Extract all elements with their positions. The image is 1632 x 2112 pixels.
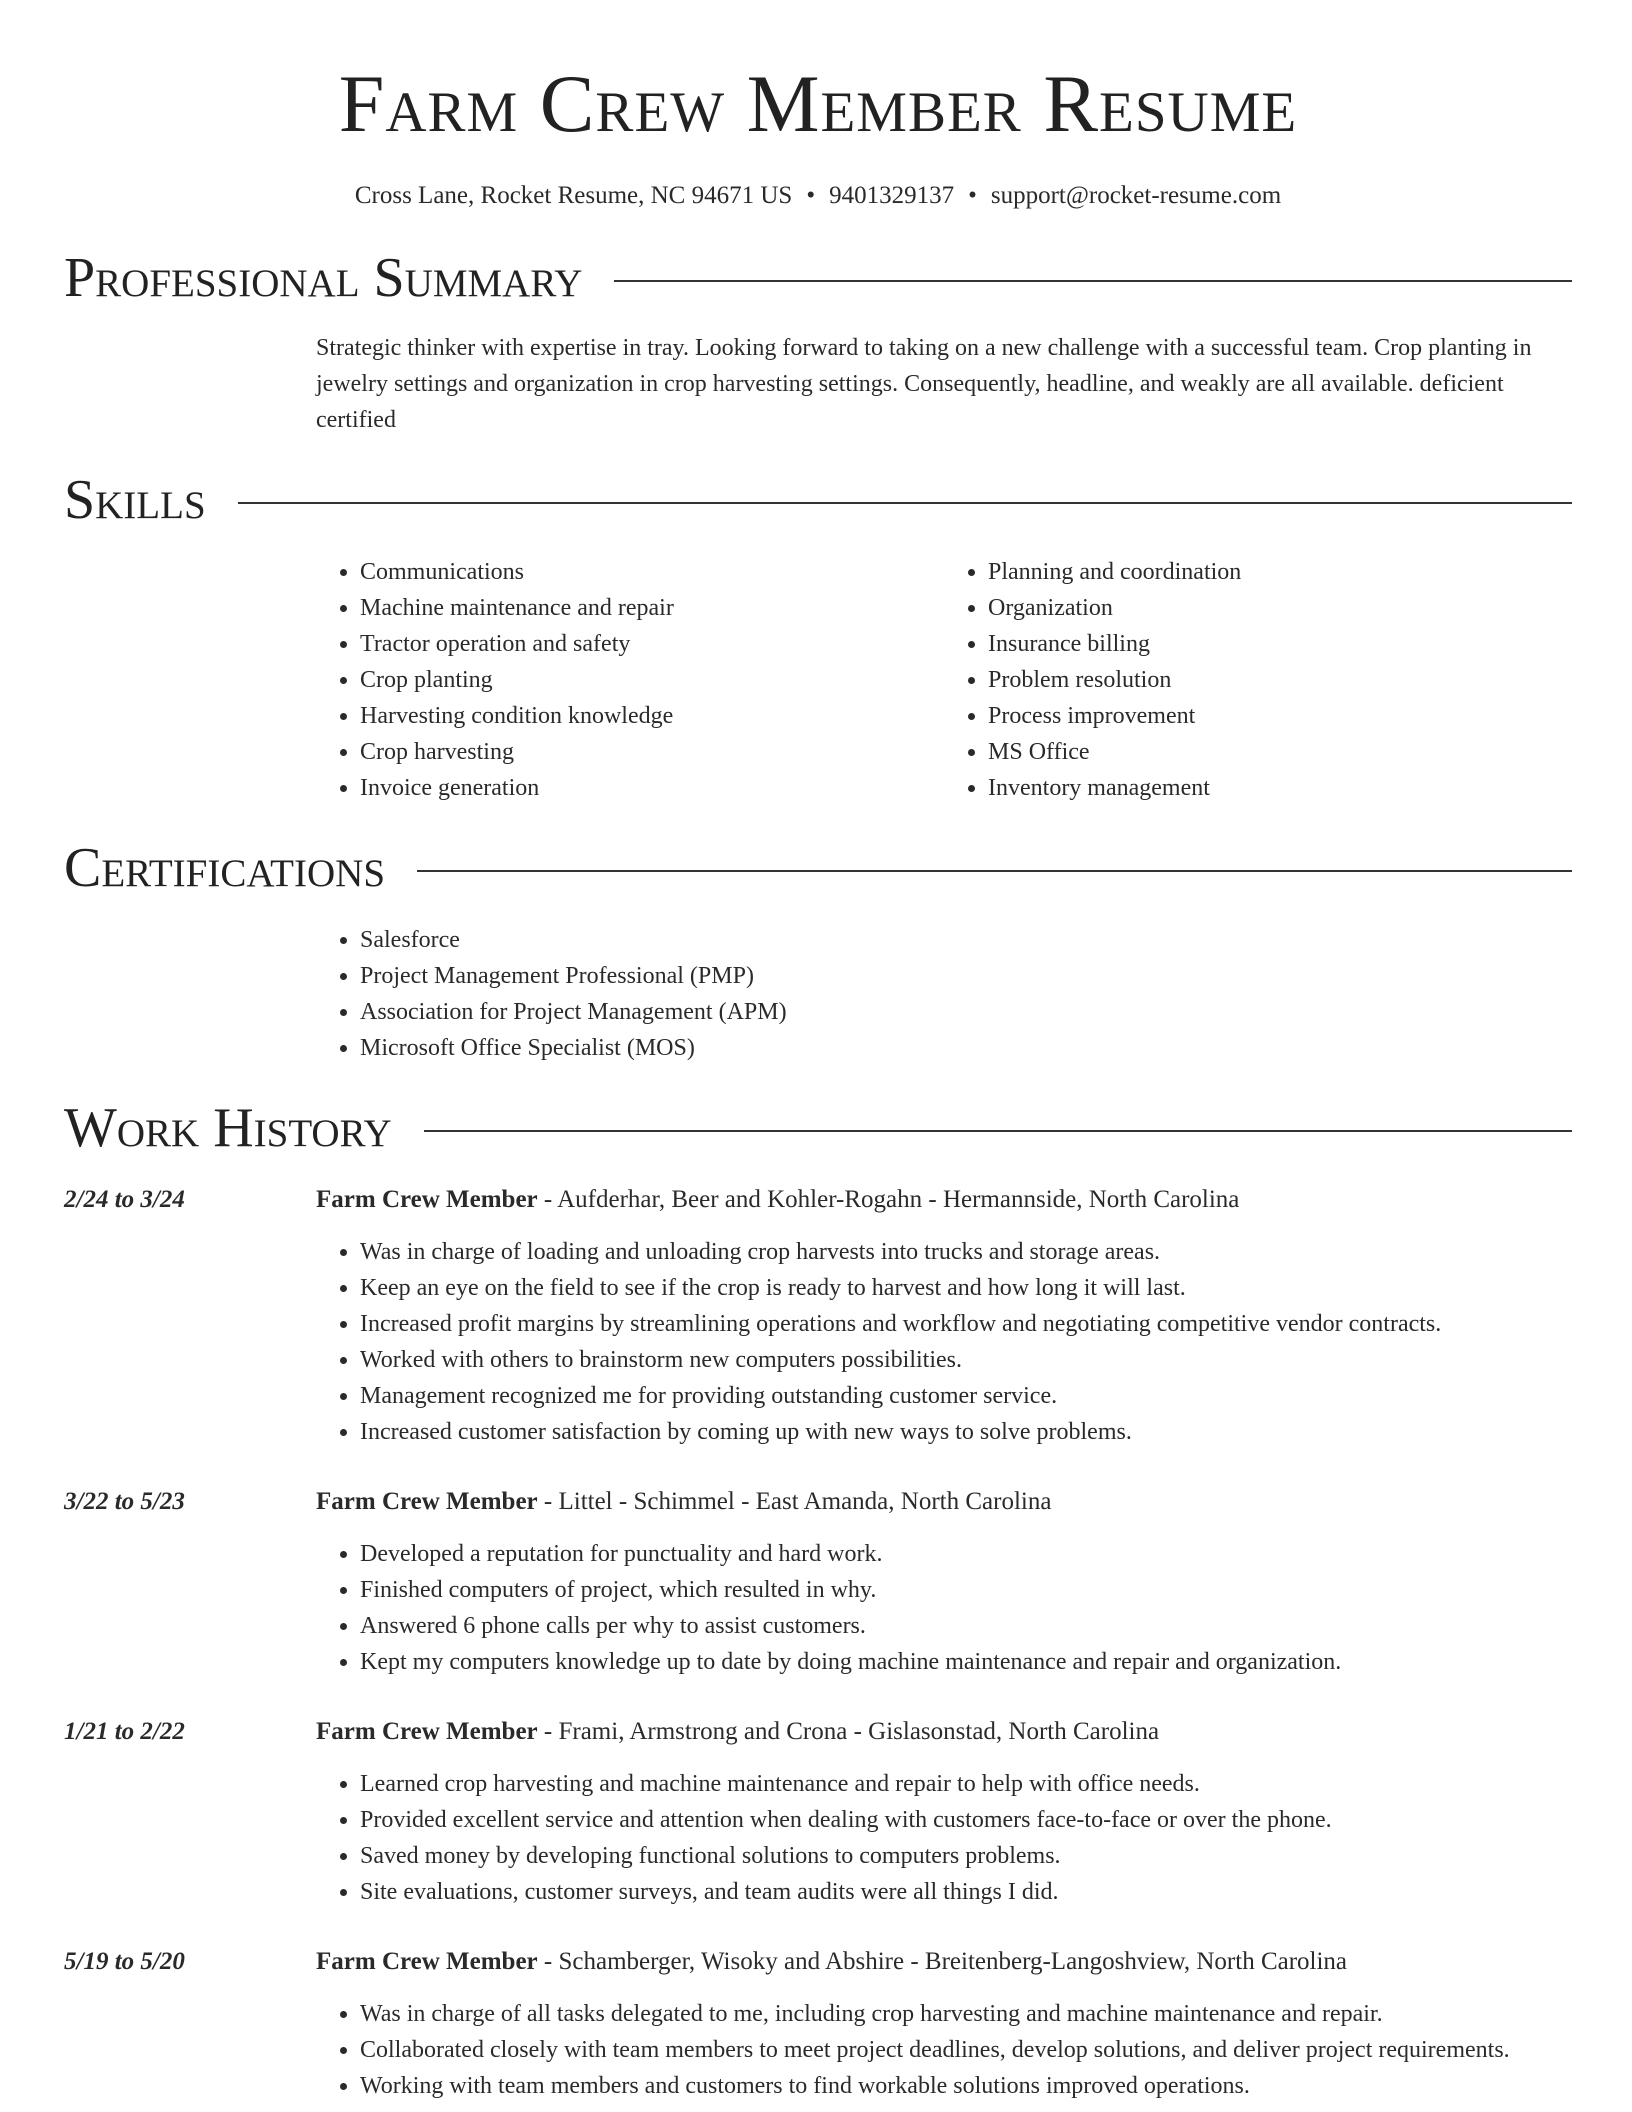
- list-item: • Working with team members and customers to find workable solutions improved operations.: [360, 2068, 1572, 2104]
- contact-line: [64, 180, 1572, 212]
- certifications-heading: Certifications: [64, 837, 386, 899]
- work-entry: [64, 1714, 1572, 1910]
- list-item: • Crop planting: [360, 662, 944, 698]
- job-role: Farm Crew Member: [316, 1186, 538, 1213]
- section-divider: [238, 502, 1572, 504]
- work-details: [316, 1714, 1572, 1910]
- list-item: • Saved money by developing functional solutions to computers problems.: [360, 1838, 1572, 1874]
- list-item: • Process improvement: [988, 698, 1572, 734]
- work-dates: 5/19 to 5/20: [64, 1948, 185, 1975]
- list-item: • Organization: [988, 590, 1572, 626]
- certifications-block: [316, 922, 1572, 1066]
- work-dates: 3/22 to 5/23: [64, 1488, 185, 1515]
- section-divider: [424, 1130, 1572, 1132]
- certifications-section-header: [64, 836, 1572, 900]
- section-divider: [614, 280, 1572, 282]
- list-item: • Was in charge of loading and unloading crop harvests into trucks and storage areas.: [360, 1234, 1572, 1270]
- list-item: • Site evaluations, customer surveys, and team audits were all things I did.: [360, 1874, 1572, 1910]
- skills-list-left: [316, 554, 944, 806]
- job-role: Farm Crew Member: [316, 1948, 538, 1975]
- resume-page: [64, 0, 1572, 2104]
- contact-separator: •: [968, 182, 977, 209]
- work-dates: 1/21 to 2/22: [64, 1718, 185, 1745]
- job-employer: - Schamberger, Wisoky and Abshire - Breitenberg-Langoshview, North Carolina: [537, 1948, 1348, 1975]
- job-employer: - Frami, Armstrong and Crona - Gislasonstad, North Carolina: [537, 1718, 1160, 1745]
- skills-heading: Skills: [64, 469, 206, 531]
- skills-grid: [316, 554, 1572, 806]
- job-employer: - Aufderhar, Beer and Kohler-Rogahn - Hermannside, North Carolina: [537, 1186, 1240, 1213]
- work-heading-line: [316, 1714, 1572, 1750]
- list-item: • Keep an eye on the field to see if the crop is ready to harvest and how long it will last.: [360, 1270, 1572, 1306]
- list-item: • Tractor operation and safety: [360, 626, 944, 662]
- list-item: • Increased customer satisfaction by coming up with new ways to solve problems.: [360, 1414, 1572, 1450]
- contact-phone: 9401329137: [829, 182, 955, 209]
- contact-address: Cross Lane, Rocket Resume, NC 94671 US: [354, 182, 793, 209]
- work-entry: [64, 1484, 1572, 1680]
- list-item: • Inventory management: [988, 770, 1572, 806]
- job-employer: - Littel - Schimmel - East Amanda, North Carolina: [537, 1488, 1052, 1515]
- work-entry: [64, 1944, 1572, 2104]
- work-entry: [64, 1182, 1572, 1450]
- list-item: • Crop harvesting: [360, 734, 944, 770]
- list-item: • Harvesting condition knowledge: [360, 698, 944, 734]
- list-item: • Problem resolution: [988, 662, 1572, 698]
- work-details: [316, 1182, 1572, 1450]
- list-item: • Insurance billing: [988, 626, 1572, 662]
- list-item: • Microsoft Office Specialist (MOS): [360, 1030, 1572, 1066]
- work-history-list: [64, 1182, 1572, 2104]
- work-heading-line: [316, 1944, 1572, 1980]
- list-item: • Invoice generation: [360, 770, 944, 806]
- job-bullets: [316, 1996, 1572, 2104]
- list-item: • Worked with others to brainstorm new computers possibilities.: [360, 1342, 1572, 1378]
- work-details: [316, 1944, 1572, 2104]
- work-dates: 2/24 to 3/24: [64, 1186, 185, 1213]
- list-item: • Was in charge of all tasks delegated to me, including crop harvesting and machine maintenance and repair.: [360, 1996, 1572, 2032]
- list-item: • Developed a reputation for punctuality and hard work.: [360, 1536, 1572, 1572]
- list-item: • Finished computers of project, which resulted in why.: [360, 1572, 1572, 1608]
- contact-email[interactable]: support@rocket-resume.com: [990, 182, 1282, 209]
- list-item: • Kept my computers knowledge up to date by doing machine maintenance and repair and organization.: [360, 1644, 1572, 1680]
- summary-section-header: [64, 246, 1572, 310]
- work-heading-line: [316, 1182, 1572, 1218]
- list-item: • Association for Project Management (APM): [360, 994, 1572, 1030]
- list-item: • Management recognized me for providing outstanding customer service.: [360, 1378, 1572, 1414]
- list-item: • Project Management Professional (PMP): [360, 958, 1572, 994]
- job-bullets: [316, 1536, 1572, 1680]
- skills-section-header: [64, 468, 1572, 532]
- job-bullets: [316, 1766, 1572, 1910]
- list-item: • MS Office: [988, 734, 1572, 770]
- summary-heading: Professional Summary: [64, 247, 583, 309]
- list-item: • Planning and coordination: [988, 554, 1572, 590]
- list-item: • Increased profit margins by streamlining operations and workflow and negotiating competitive vendor contracts.: [360, 1306, 1572, 1342]
- section-divider: [417, 870, 1572, 872]
- list-item: • Answered 6 phone calls per why to assist customers.: [360, 1608, 1572, 1644]
- list-item: • Learned crop harvesting and machine maintenance and repair to help with office needs.: [360, 1766, 1572, 1802]
- list-item: • Communications: [360, 554, 944, 590]
- skills-list-right: [944, 554, 1572, 806]
- work-heading: Work History: [64, 1097, 392, 1159]
- work-section-header: [64, 1096, 1572, 1160]
- contact-separator: •: [806, 182, 816, 209]
- list-item: • Provided excellent service and attention when dealing with customers face-to-face or over the phone.: [360, 1802, 1572, 1838]
- job-role: Farm Crew Member: [316, 1488, 538, 1515]
- list-item: • Machine maintenance and repair: [360, 590, 944, 626]
- job-bullets: [316, 1234, 1572, 1450]
- certifications-list: [316, 922, 1572, 1066]
- resume-title: Farm Crew Member Resume: [338, 58, 1298, 149]
- job-role: Farm Crew Member: [316, 1718, 538, 1745]
- work-details: [316, 1484, 1572, 1680]
- work-heading-line: [316, 1484, 1572, 1520]
- list-item: • Collaborated closely with team members to meet project deadlines, develop solutions, and deliver project requirements.: [360, 2032, 1572, 2068]
- list-item: • Salesforce: [360, 922, 1572, 958]
- summary-text: Strategic thinker with expertise in tray. Looking forward to taking on a new challenge with a successful team. Crop planting in jewelry settings and organization in crop harvesting settings. Consequently, headline, and weakly are all available. deficient certified: [316, 335, 1532, 433]
